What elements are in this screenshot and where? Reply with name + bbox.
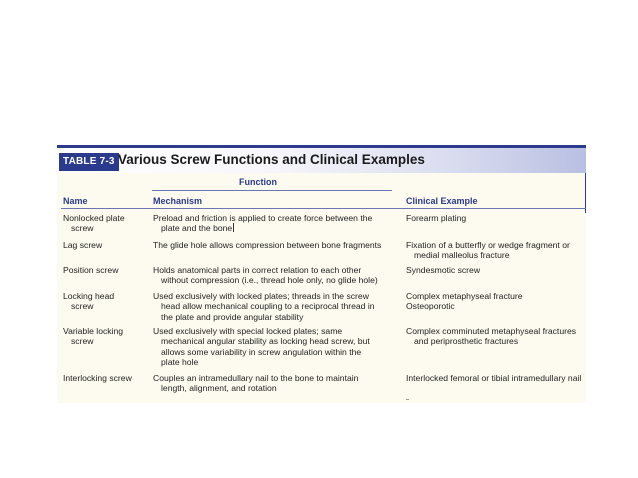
cell-text-line: allows some variability in screw angulation within the: [161, 346, 362, 357]
cell-text-line: head allow mechanical coupling to a reciprocal thread in: [161, 301, 375, 312]
row-clinical-example-cell: [406, 373, 586, 383]
column-header-mechanism: Mechanism: [153, 196, 203, 206]
cell-text-line: Interlocking screw: [63, 373, 132, 383]
cell-text-line: the plate and provide angular stability: [161, 311, 304, 322]
screw-functions-table: [57, 145, 586, 403]
cell-text-line: plate hole: [161, 357, 199, 368]
cell-text-line: screw: [71, 301, 94, 312]
cell-text-line: Syndesmotic screw: [406, 265, 481, 275]
column-header-clinical-example: Clinical Example: [406, 196, 478, 206]
text-cursor: [233, 223, 234, 232]
row-mechanism-cell: [153, 265, 403, 286]
cell-text-line: Used exclusively with locked plates; threads in the screw: [153, 291, 369, 301]
row-clinical-example-cell: [406, 326, 586, 347]
stray-mark: [406, 399, 409, 400]
cell-text-line: screw: [71, 223, 94, 234]
cell-text-line: medial malleolus fracture: [414, 250, 510, 261]
cell-text-line: screw: [71, 336, 94, 347]
cell-text-line: Complex comminuted metaphyseal fractures: [406, 326, 577, 336]
cell-text-line: Fixation of a butterfly or wedge fragment or: [406, 240, 570, 250]
cell-text-line: Used exclusively with special locked plates; same: [153, 326, 343, 336]
cell-text-line: Forearm plating: [406, 213, 467, 223]
cell-text-line: without compression (i.e., thread hole only, no glide hole): [161, 275, 378, 286]
row-name-cell: [63, 291, 153, 312]
cell-text-line: Lag screw: [63, 240, 103, 250]
cell-text-line: plate and the bone: [161, 223, 233, 234]
cell-text-line: Locking head: [63, 291, 115, 301]
row-mechanism-cell: [153, 373, 403, 394]
cell-text-line: Nonlocked plate: [63, 213, 125, 223]
row-name-cell: [63, 213, 153, 234]
cell-text-line: Position screw: [63, 265, 119, 275]
table-title-bar: [57, 145, 586, 173]
row-name-cell: [63, 265, 153, 275]
cell-text-line: Osteoporotic: [406, 301, 455, 312]
cell-text-line: length, alignment, and rotation: [161, 383, 277, 394]
row-clinical-example-cell: [406, 240, 586, 261]
row-name-cell: [63, 240, 153, 250]
row-name-cell: [63, 326, 153, 347]
table-number-badge: TABLE 7-3: [59, 153, 119, 171]
cell-text-line: mechanical angular stability as locking head screw, but: [161, 336, 370, 347]
row-mechanism-cell: [153, 326, 403, 368]
row-mechanism-cell: [153, 240, 403, 250]
right-edge-rule: [585, 173, 586, 213]
function-group-rule: [152, 190, 392, 191]
function-group-header: Function: [239, 177, 277, 187]
table-title: Various Screw Functions and Clinical Examples: [118, 152, 425, 167]
row-mechanism-cell: [153, 213, 403, 234]
row-clinical-example-cell: [406, 265, 586, 275]
cell-text-line: Holds anatomical parts in correct relation to each other: [153, 265, 362, 275]
cell-text-line: Complex metaphyseal fracture: [406, 291, 523, 301]
cell-text-line: Interlocked femoral or tibial intramedullary nail: [406, 373, 582, 383]
cell-text-line: The glide hole allows compression between bone fragments: [153, 240, 382, 250]
cell-text-line: Couples an intramedullary nail to the bone to maintain: [153, 373, 359, 383]
column-header-name: Name: [63, 196, 88, 206]
cell-text-line: Variable locking: [63, 326, 124, 336]
cell-text-line: Preload and friction is applied to create force between the: [153, 213, 373, 223]
row-clinical-example-cell: [406, 291, 586, 312]
row-mechanism-cell: [153, 291, 403, 322]
header-rule: [61, 208, 586, 209]
row-name-cell: [63, 373, 153, 383]
row-clinical-example-cell: [406, 213, 586, 223]
title-top-rule: [57, 145, 586, 148]
cell-text-line: and periprosthetic fractures: [414, 336, 519, 347]
